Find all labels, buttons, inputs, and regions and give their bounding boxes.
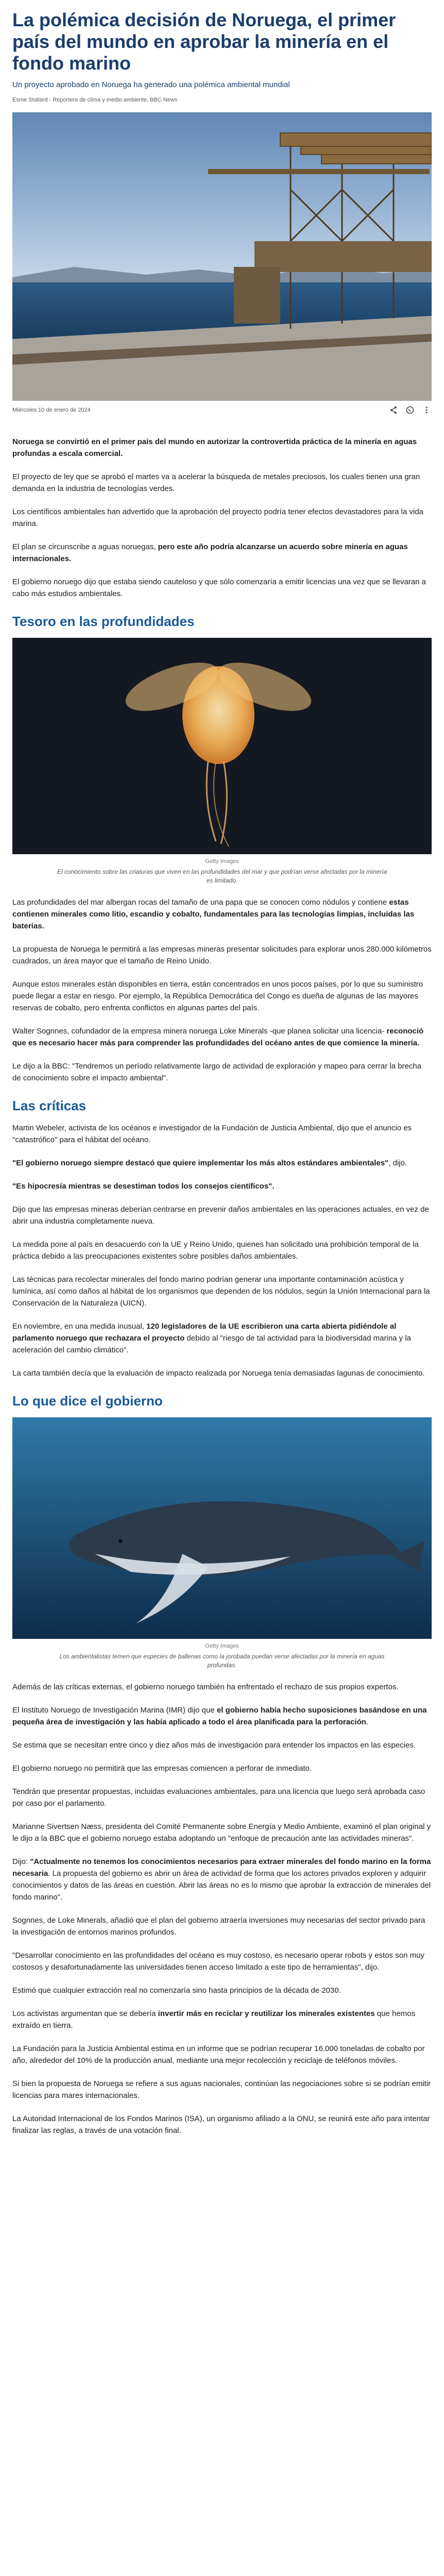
text-run: Las profundidades del mar albergan rocas del tamaño de una papa que se conocen como nódulos y contiene	[12, 898, 389, 907]
paragraph-p27	[12, 1950, 432, 1973]
article-subtitle: Un proyecto aprobado en Noruega ha generado una polémica ambiental mundial	[12, 80, 290, 89]
text-run: debido al "riesgo de tal actividad para la biodiversidad marina y la aceleración del cambio climático".	[12, 1334, 412, 1354]
paragraph-p20	[12, 1704, 432, 1728]
text-run: Estimó que cualquier extracción real no comenzaría sino hasta principios de la década de 2030.	[12, 1986, 341, 1995]
text-run: La Fundación para la Justicia Ambiental estima en un informe que se podrían recuperar 16.000 toneladas de cobalto por año, alrededor del 10% de la producción anual, mediante una mejor recolección y reciclaje de teléfonos móviles.	[12, 2044, 425, 2065]
whale-caption: Los ambientalistas temen que especies de ballenas como la jorobada puedan verse afectadas por la minería en aguas profundas.	[59, 1653, 385, 1669]
paragraph-p12	[12, 1157, 432, 1169]
text-run: La Autoridad Internacional de los Fondos Marinos (ISA), un organismo afiliado a la ONU, se reunirá este año para intentar finalizar las reglas, a través de una votación final.	[12, 2114, 430, 2135]
share-icon[interactable]	[388, 405, 399, 415]
article-body-tesoro	[12, 896, 432, 1084]
paragraph-p19	[12, 1681, 432, 1693]
paragraph-p9	[12, 1025, 432, 1049]
text-run: . La propuesta del gobierno es abrir un área de actividad de forma que los actores privados exploren y adquirir conocimientos y datos de las áreas en cuestión. Abrir las áreas no es lo mismo que aprobar la extracción de minerales del fondo marino".	[12, 1869, 431, 1902]
paragraph-p32	[12, 2113, 432, 2137]
hero-image	[12, 112, 432, 401]
paragraph-p23	[12, 1786, 432, 1809]
bold-text: 120 legisladores de la UE escribieron una carta abierta pidiéndole al parlamento noruego que rechazara el proyecto	[12, 1322, 397, 1343]
bold-text: "Actualmente no tenemos los conocimientos necesarios para extraer minerales del fondo marino en la forma necesaria	[12, 1857, 431, 1878]
paragraph-p31	[12, 2078, 432, 2102]
text-run: Los científicos ambientales han advertido que la aprobación del proyecto podría tener efectos devastadores para la vida marina.	[12, 507, 424, 528]
text-run: Martin Webeler, activista de los océanos e investigador de la Fundación de Justicia Ambiental, dijo que el anuncio es "catastrófico" para el hábitat del océano.	[12, 1124, 412, 1144]
text-run: La carta también decía que la evaluación de impacto realizada por Noruega tenía demasiadas lagunas de conocimiento.	[12, 1369, 425, 1378]
bold-text: reconoció que es necesario hacer más para comprender las profundidades del océano antes de que comience la minería.	[12, 1027, 424, 1047]
paragraph-p8	[12, 978, 432, 1014]
whale-illustration	[12, 1417, 432, 1639]
text-run: El gobierno noruego dijo que estaba siendo cauteloso y que sólo comenzaría a emitir licencias una vez que se llevaran a cabo más estudios ambientales.	[12, 578, 426, 598]
bold-text: "El gobierno noruego siempre destacó que quiere implementar los más altos estándares ambientales"	[12, 1159, 389, 1167]
text-run: Dijo que las empresas mineras deberían centrarse en prevenir daños ambientales en las operaciones actuales, en vez de abrir una industria completamente nueva.	[12, 1205, 429, 1226]
text-run: , dijo.	[388, 1159, 407, 1167]
paragraph-p7	[12, 943, 432, 967]
text-run: que hemos extraído en tierra.	[12, 2009, 416, 2030]
share-buttons	[388, 405, 432, 415]
paragraph-p29	[12, 2008, 432, 2031]
paragraph-p16	[12, 1274, 432, 1309]
text-run: Le dijo a la BBC: "Tendremos un período relativamente largo de actividad de exploración y mapeo para cerrar la brecha de conocimiento sobre el impacto ambiental".	[12, 1062, 422, 1082]
paragraph-p22	[12, 1762, 432, 1774]
paragraph-p5	[12, 576, 432, 600]
publish-date: Miércoles 10 de enero de 2024	[12, 407, 91, 413]
text-run: El gobierno noruego no permitirá que las empresas comiencen a perforar de inmediato.	[12, 1764, 312, 1773]
text-run: La propuesta de Noruega le permitirá a las empresas mineras presentar solicitudes para explorar unos 280.000 kilómetros cuadrados, un área mayor que el tamaño de Reino Unido.	[12, 945, 432, 965]
text-run: Se estima que se necesitan entre cinco y diez años más de investigación para entender los impactos en las especies.	[12, 1741, 416, 1750]
text-run: Además de las críticas externas, el gobierno noruego también ha enfrentado el rechazo de sus propios expertos.	[12, 1683, 399, 1691]
text-run: El Instituto Noruego de Investigación Marina (IMR) dijo que	[12, 1706, 217, 1715]
bold-text: invertir más en reciclar y reutilizar los minerales existentes	[158, 2009, 375, 2018]
jellyfish-credit: Getty Images	[205, 858, 239, 865]
text-run: En noviembre, en una medida inusual,	[12, 1322, 147, 1331]
paragraph-p6	[12, 896, 432, 932]
paragraph-p13	[12, 1180, 432, 1192]
text-run: Sognnes, de Loke Minerals, añadió que el plan del gobierno atraería inversiones muy necesarias del sector privado para la investigación de entornos marinos profundos.	[12, 1916, 425, 1937]
text-run: El proyecto de ley que se aprobó el martes va a acelerar la búsqueda de metales preciosos, los cuales tienen una gran demanda en la industria de tecnologías verdes.	[12, 472, 420, 493]
figure-jellyfish	[12, 638, 432, 885]
text-run: Dijo:	[12, 1857, 30, 1866]
hero-port-illustration	[12, 112, 432, 401]
text-run: Si bien la propuesta de Noruega se refiere a sus aguas nacionales, continúan las negociaciones sobre si se podrían emitir licencias para mares internacionales.	[12, 2079, 431, 2100]
paragraph-p11	[12, 1122, 432, 1146]
article-author: Esme Stallard - Reportera de clima y medio ambiente, BBC News	[12, 97, 178, 103]
article-headline: La polémica decisión de Noruega, el primer país del mundo en aprobar la minería en el fondo marino	[12, 9, 396, 74]
paragraph-p26	[12, 1914, 432, 1938]
paragraph-p1	[12, 436, 432, 460]
figure-whale	[12, 1417, 432, 1670]
whale-credit: Getty Images	[205, 1643, 239, 1649]
bold-text: estas contienen minerales como litio, escandio y cobalto, fundamentales para las tecnologías limpias, incluidas las baterías.	[12, 898, 415, 930]
paragraph-p18	[12, 1367, 432, 1379]
section-title-gobierno: Lo que dice el gobierno	[12, 1393, 163, 1409]
text-run: La medida pone al país en desacuerdo con la UE y Reino Unido, quienes han solicitado una prohibición temporal de la práctica debido a las preocupaciones existentes sobre posibles daños ambientales.	[12, 1240, 419, 1261]
section-title-tesoro: Tesoro en las profundidades	[12, 614, 195, 629]
article-page	[0, 9, 444, 2137]
bold-text: pero este año podría alcanzarse un acuerdo sobre minería en aguas internacionales.	[12, 543, 408, 563]
paragraph-p14	[12, 1204, 432, 1227]
paragraph-p28	[12, 1985, 432, 1996]
text-run: Aunque estos minerales están disponibles en tierra, están concentrados en unos pocos países, por lo que su suministro puede llegar a estar en riesgo. Por ejemplo, la República Democrática del Congo es dueña de algunas de las mayores reservas de cobalto, pero enfrenta conflictos en algunas partes del país.	[12, 980, 423, 1012]
paragraph-p17	[12, 1320, 432, 1356]
jellyfish-illustration	[12, 638, 432, 854]
whale-image	[12, 1417, 432, 1639]
text-run: El plan se circunscribe a aguas noruegas,	[12, 543, 158, 551]
text-run: Marianne Sivertsen Næss, presidenta del Comité Permanente sobre Energía y Medio Ambiente, examinó el plan original y le dijo a la BBC que el gobierno noruego estaba adoptando un "enfoque de precaución ante las actividades mineras".	[12, 1822, 431, 1843]
bold-text: Noruega se convirtió en el primer país del mundo en autorizar la controvertida práctica de la minería en aguas profundas a escala comercial.	[12, 437, 417, 458]
bold-text: el gobierno había hecho suposiciones basándose en una pequeña área de investigación y las había aplicado a todo el área planificada para la perforación	[12, 1706, 427, 1726]
article-body-criticas	[12, 1122, 432, 1379]
text-run: "Desarrollar conocimiento en las profundidades del océano es muy costoso, es necesario operar robots y estos son muy costosos y desafortunadamente las universidades tienen acceso limitado a este tipo de herramientas", dijo.	[12, 1951, 424, 1972]
article-meta	[12, 405, 432, 415]
paragraph-p24	[12, 1821, 432, 1844]
jellyfish-caption: El conocimiento sobre las criaturas que viven en las profundidades del mar y que podrían verse afectadas por la minería es limitado.	[57, 868, 387, 884]
paragraph-p25	[12, 1856, 432, 1903]
paragraph-p4	[12, 541, 432, 565]
article-body-intro	[12, 436, 432, 600]
text-run: Los activistas argumentan que se debería	[12, 2009, 158, 2018]
bold-text: "Es hipocresía mientras se desestiman todos los consejos científicos".	[12, 1182, 275, 1191]
text-run: Tendrán que presentar propuestas, incluidas evaluaciones ambientales, para una licencia que luego será aprobada caso por caso por el parlamento.	[12, 1787, 425, 1808]
paragraph-p21	[12, 1739, 432, 1751]
paragraph-p30	[12, 2043, 432, 2066]
paragraph-p10	[12, 1060, 432, 1084]
paragraph-p2	[12, 471, 432, 495]
jellyfish-image	[12, 638, 432, 854]
paragraph-p3	[12, 506, 432, 530]
paragraph-p15	[12, 1239, 432, 1262]
whatsapp-icon[interactable]	[405, 405, 415, 415]
article-body-gobierno	[12, 1681, 432, 2137]
more-options-icon[interactable]	[421, 405, 432, 415]
text-run: .	[366, 1718, 369, 1726]
text-run: Walter Sognnes, cofundador de la empresa minera noruega Loke Minerals -que planea solicitar una licencia-	[12, 1027, 387, 1036]
text-run: Las técnicas para recolectar minerales del fondo marino podrían generar una importante contaminación acústica y lumínica, así como daños al hábitat de los organismos que dependen de los nódulos, según la Unión Internacional para la Conservación de la Naturaleza (UICN).	[12, 1275, 430, 1308]
section-title-criticas: Las críticas	[12, 1098, 87, 1113]
